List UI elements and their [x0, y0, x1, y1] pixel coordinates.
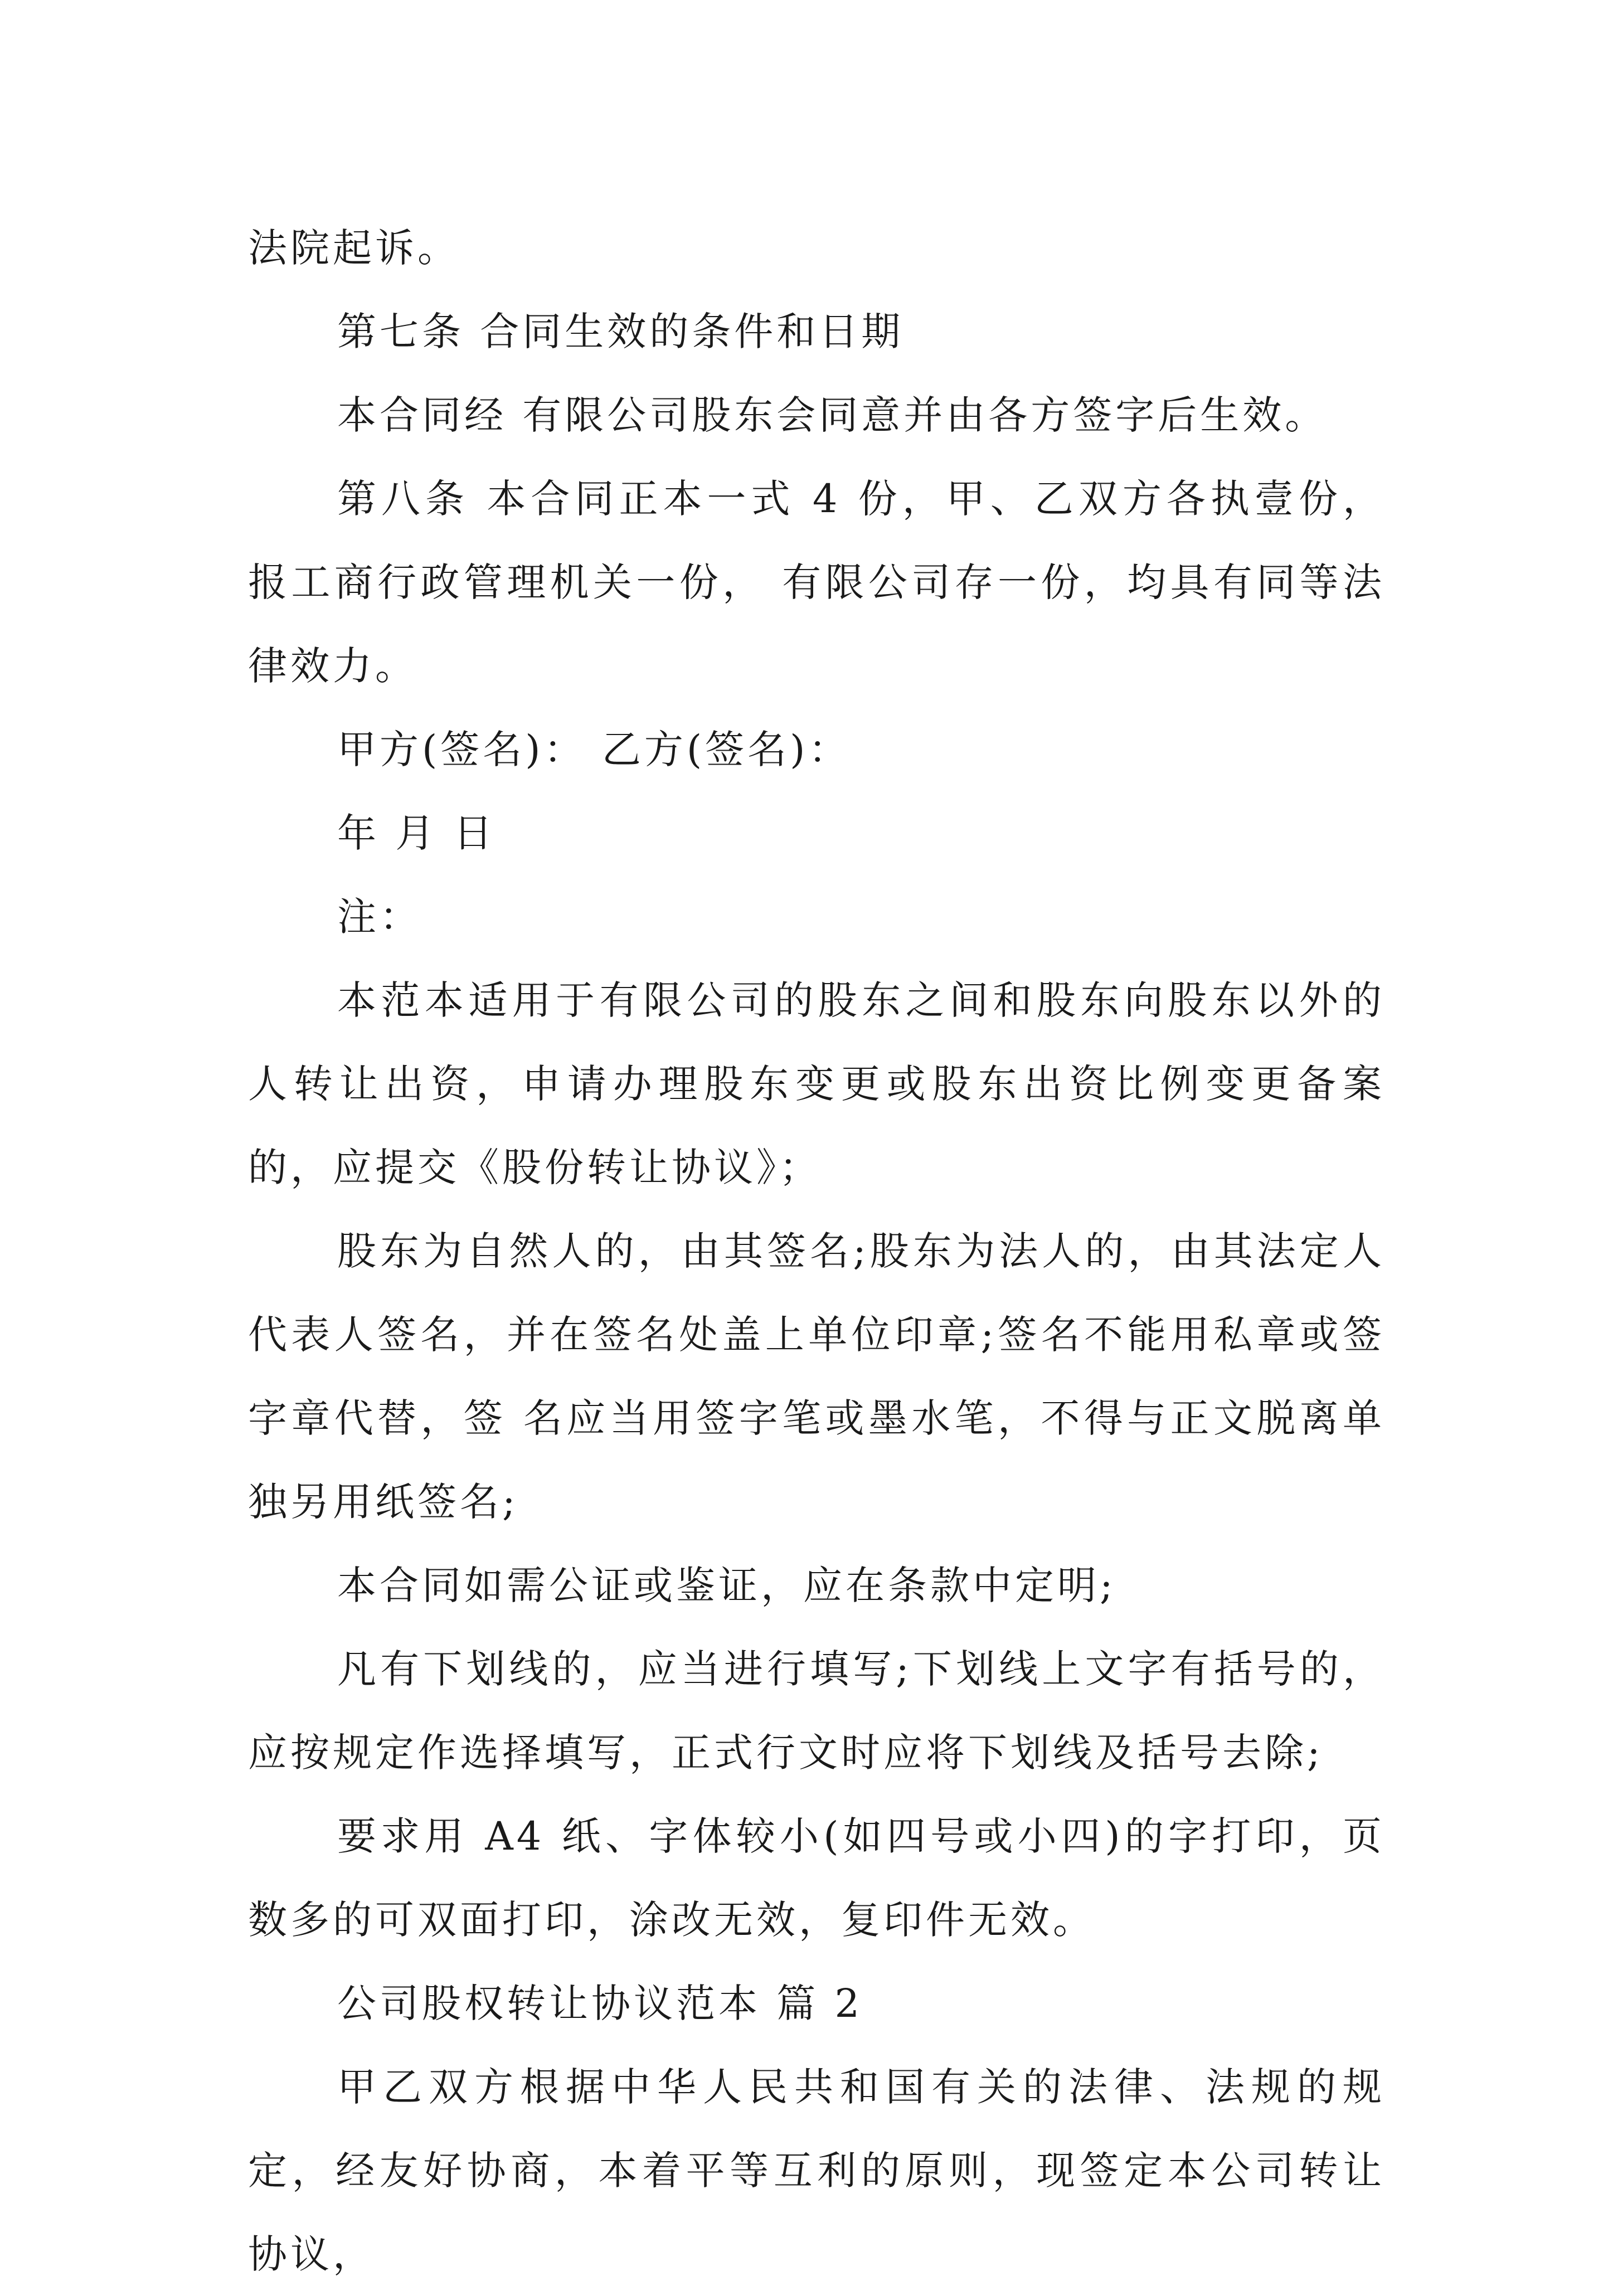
- paragraph-effectiveness: 本合同经 有限公司股东会同意并由各方签字后生效。: [337, 392, 1328, 438]
- paragraph-agreement-intro: 甲乙双方根据中华人民共和国有关的法律、法规的规定，经友好协商，本着平等互利的原则，现签定本公司转让协议，: [248, 2064, 1385, 2277]
- note-signature: 股东为自然人的，由其签名;股东为法人的，由其法定人代表人签名，并在签名处盖上单位印章;签名不能用私章或签字章代替，签 名应当用签字笔或墨水笔，不得与正文脱离单独另用纸签名;: [248, 1228, 1385, 1525]
- paragraph-court-lawsuit: 法院起诉。: [248, 225, 460, 271]
- note-printing: 要求用 A4 纸、字体较小(如四号或小四)的字打印，页数多的可双面打印，涂改无效，复印件无效。: [248, 1813, 1385, 1943]
- date-line: 年 月 日: [337, 810, 496, 856]
- section-title-part-2: 公司股权转让协议范本 篇 2: [337, 1981, 863, 2026]
- note-notarization: 本合同如需公证或鉴证，应在条款中定明;: [337, 1563, 1116, 1608]
- signature-line: 甲方(签名)： 乙方(签名)：: [337, 727, 851, 772]
- note-label: 注：: [337, 894, 422, 940]
- document-body: [248, 206, 1385, 2296]
- heading-article-7: 第七条 合同生效的条件和日期: [337, 309, 904, 354]
- paragraph-article-8: 第八条 本合同正本一式 4 份，甲、乙双方各执壹份，报工商行政管理机关一份， 有限公司存一份，均具有同等法律效力。: [248, 476, 1385, 689]
- note-scope: 本范本适用于有限公司的股东之间和股东向股东以外的人转让出资，申请办理股东变更或股东出资比例变更备案的，应提交《股份转让协议》；: [248, 977, 1385, 1190]
- note-underline: 凡有下划线的，应当进行填写;下划线上文字有括号的，应按规定作选择填写，正式行文时应将下划线及括号去除;: [248, 1646, 1385, 1775]
